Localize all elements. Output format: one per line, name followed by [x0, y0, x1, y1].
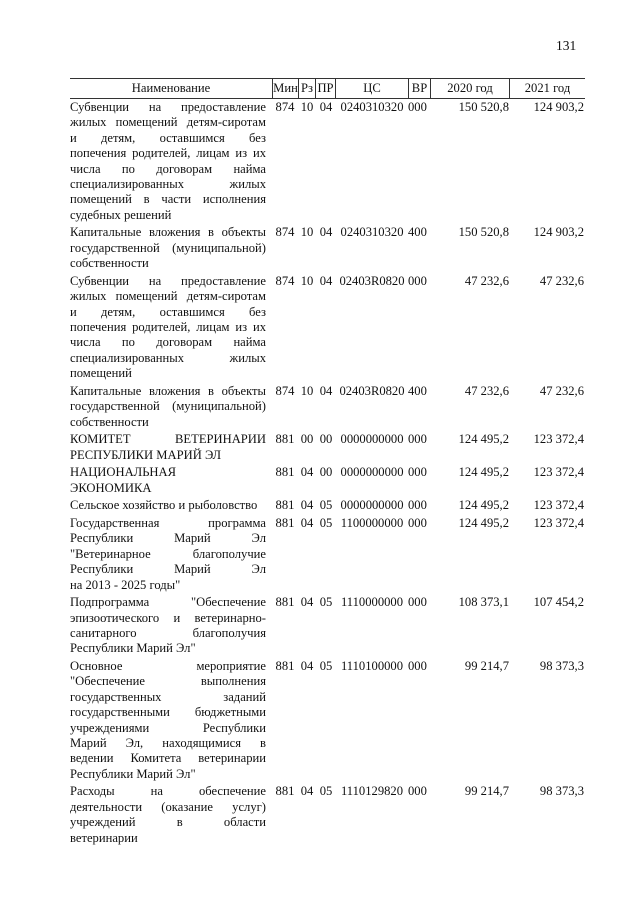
- row-cs: 1110100000: [340, 658, 404, 673]
- row-cs: 0240310320: [340, 225, 404, 240]
- header-min: Мин: [273, 79, 299, 98]
- table-row: [70, 432, 585, 463]
- table-row: [70, 784, 585, 846]
- row-pr: 04: [319, 273, 333, 288]
- row-name-line: "Ветеринарное благополучие: [70, 546, 266, 561]
- row-pr: 00: [319, 465, 333, 480]
- row-2021: 124 903,2: [533, 100, 584, 114]
- row-name-line: собственности: [70, 414, 149, 429]
- row-name-line: НАЦИОНАЛЬНАЯ: [70, 465, 177, 480]
- row-name-line: государственной (муниципальной): [70, 240, 266, 255]
- header-pr: ПР: [316, 79, 336, 98]
- row-vr: 000: [408, 515, 427, 530]
- row-min: 881: [275, 784, 295, 799]
- row-name-line: ведении Комитета ветеринарии: [70, 751, 266, 766]
- row-2020: 150 520,8: [458, 225, 509, 240]
- row-name: [70, 498, 266, 513]
- row-pr: 05: [319, 784, 333, 799]
- table-row: [70, 225, 585, 271]
- row-cs: 0000000000: [340, 432, 404, 447]
- row-rz: 00: [300, 432, 314, 447]
- row-name-line: специализированных жилых: [70, 177, 266, 192]
- row-cs: 02403R0820: [339, 383, 405, 398]
- row-name-line: Марий Эл, находящимися в: [70, 735, 266, 750]
- row-pr: 04: [319, 383, 333, 398]
- row-2020: 108 373,1: [458, 595, 509, 610]
- row-2020: 47 232,6: [464, 383, 509, 398]
- row-rz: 10: [300, 383, 314, 398]
- row-name: [70, 465, 266, 496]
- table-row: [70, 595, 585, 657]
- row-2021: 123 372,4: [533, 432, 584, 447]
- page-number: 131: [556, 38, 577, 53]
- row-name-line: Государственная программа: [70, 515, 266, 530]
- row-2020: 124 495,2: [458, 515, 509, 530]
- row-2021: 98 373,3: [539, 658, 584, 673]
- row-rz: 10: [300, 273, 314, 288]
- row-min: 874: [275, 225, 295, 240]
- row-pr: 04: [319, 225, 333, 240]
- row-name: [70, 432, 266, 463]
- row-name-line: попечения родителей, лицам из их: [70, 146, 266, 161]
- table-row: [70, 516, 585, 593]
- row-2021: 98 373,3: [539, 784, 584, 799]
- table-row: [70, 384, 585, 430]
- header-vr: ВР: [409, 79, 431, 98]
- row-vr: 000: [408, 465, 427, 480]
- row-cs: 0240310320: [340, 100, 404, 114]
- row-min: 874: [275, 273, 295, 288]
- row-name-line: числа по договорам найма: [70, 335, 266, 350]
- row-name-line: Расходы на обеспечение: [70, 784, 266, 799]
- row-name-line: Капитальные вложения в объекты: [70, 383, 266, 398]
- row-min: 874: [275, 100, 295, 114]
- row-vr: 000: [408, 498, 427, 513]
- row-name: [70, 784, 266, 846]
- row-name-line: специализированных жилых: [70, 350, 266, 365]
- row-vr: 000: [408, 595, 427, 610]
- row-2021: 123 372,4: [533, 465, 584, 480]
- row-pr: 05: [319, 498, 333, 513]
- header-cs: ЦС: [336, 79, 409, 98]
- row-name: [70, 100, 266, 223]
- row-name-line: деятельности (оказание услуг): [70, 799, 266, 814]
- row-pr: 05: [319, 658, 333, 673]
- row-2020: 47 232,6: [464, 273, 509, 288]
- row-cs: 1100000000: [340, 515, 404, 530]
- row-vr: 400: [408, 383, 427, 398]
- row-name-line: РЕСПУБЛИКИ МАРИЙ ЭЛ: [70, 447, 222, 462]
- row-name-line: государственными бюджетными: [70, 705, 266, 720]
- row-min: 874: [275, 383, 295, 398]
- row-name: [70, 659, 266, 782]
- row-name-line: Субвенции на предоставление: [70, 273, 266, 288]
- row-min: 881: [275, 658, 295, 673]
- row-cs: 0000000000: [340, 465, 404, 480]
- row-rz: 04: [300, 465, 314, 480]
- row-name-line: Субвенции на предоставление: [70, 100, 266, 114]
- row-name-line: учреждениями Республики: [70, 720, 266, 735]
- row-name-line: и детям, оставшимся без: [70, 304, 266, 319]
- row-vr: 000: [408, 100, 427, 114]
- row-name-line: ЭКОНОМИКА: [70, 480, 152, 495]
- row-2020: 124 495,2: [458, 465, 509, 480]
- row-2020: 124 495,2: [458, 498, 509, 513]
- row-rz: 04: [300, 784, 314, 799]
- row-name-line: числа по договорам найма: [70, 161, 266, 176]
- row-name-line: собственности: [70, 256, 149, 271]
- row-rz: 10: [300, 225, 314, 240]
- row-name-line: Капитальные вложения в объекты: [70, 225, 266, 240]
- row-name-line: помещений: [70, 366, 132, 381]
- row-name-line: государственных заданий: [70, 689, 266, 704]
- row-name-line: Республики Марий Эл: [70, 562, 266, 577]
- row-pr: 00: [319, 432, 333, 447]
- row-name-line: помещений в части исполнения: [70, 192, 266, 207]
- row-name-line: государственной (муниципальной): [70, 399, 266, 414]
- row-name-line: Основное мероприятие: [70, 658, 266, 673]
- row-name-line: ветеринарии: [70, 830, 138, 845]
- row-name-line: жилых помещений детям-сиротам: [70, 115, 266, 130]
- row-min: 881: [275, 498, 295, 513]
- row-cs: 1110129820: [340, 784, 404, 799]
- table-header: [70, 78, 585, 99]
- row-name-line: судебных решений: [70, 207, 172, 222]
- row-rz: 04: [300, 595, 314, 610]
- row-cs: 1110000000: [340, 595, 404, 610]
- row-vr: 000: [408, 658, 427, 673]
- row-name-line: и детям, оставшимся без: [70, 130, 266, 145]
- table-row: [70, 274, 585, 382]
- header-2020: 2020 год: [431, 79, 510, 98]
- row-min: 881: [275, 515, 295, 530]
- row-2020: 124 495,2: [458, 432, 509, 447]
- row-pr: 05: [319, 515, 333, 530]
- row-name-line: Республики Марий Эл: [70, 531, 266, 546]
- table-body: [70, 100, 585, 848]
- table-row: [70, 659, 585, 782]
- row-name-line: эпизоотического и ветеринарно-: [70, 610, 266, 625]
- row-vr: 000: [408, 273, 427, 288]
- row-name-line: попечения родителей, лицам из их: [70, 320, 266, 335]
- row-cs: 0000000000: [340, 498, 404, 513]
- row-name: [70, 595, 266, 657]
- row-2021: 107 454,2: [533, 595, 584, 610]
- row-name-line: "Обеспечение выполнения: [70, 674, 266, 689]
- row-2021: 47 232,6: [539, 383, 584, 398]
- row-rz: 04: [300, 498, 314, 513]
- row-2021: 123 372,4: [533, 498, 584, 513]
- row-name: [70, 516, 266, 593]
- row-name: [70, 274, 266, 382]
- header-rz: Рз: [299, 79, 316, 98]
- row-rz: 10: [300, 100, 314, 114]
- row-min: 881: [275, 432, 295, 447]
- row-name-line: Республики Марий Эл": [70, 641, 196, 656]
- row-name: [70, 225, 266, 271]
- row-2021: 124 903,2: [533, 225, 584, 240]
- row-name-line: санитарного благополучия: [70, 625, 266, 640]
- header-name: Наименование: [70, 79, 273, 98]
- row-vr: 000: [408, 432, 427, 447]
- row-pr: 04: [319, 100, 333, 114]
- row-2020: 99 214,7: [464, 784, 509, 799]
- row-name-line: на 2013 - 2025 годы": [70, 577, 181, 592]
- row-name-line: Республики Марий Эл": [70, 766, 196, 781]
- row-min: 881: [275, 595, 295, 610]
- row-min: 881: [275, 465, 295, 480]
- row-name-line: Подпрограмма "Обеспечение: [70, 595, 266, 610]
- row-vr: 400: [408, 225, 427, 240]
- row-rz: 04: [300, 515, 314, 530]
- row-vr: 000: [408, 784, 427, 799]
- row-2021: 123 372,4: [533, 515, 584, 530]
- table-row: [70, 498, 585, 513]
- row-name-line: учреждений в области: [70, 815, 266, 830]
- row-pr: 05: [319, 595, 333, 610]
- row-name-line: Сельское хозяйство и рыболовство: [70, 498, 258, 513]
- row-2020: 99 214,7: [464, 658, 509, 673]
- header-2021: 2021 год: [524, 81, 571, 95]
- row-name: [70, 384, 266, 430]
- table-row: [70, 465, 585, 496]
- table-row: [70, 100, 585, 223]
- row-2020: 150 520,8: [458, 100, 509, 114]
- row-cs: 02403R0820: [339, 273, 405, 288]
- row-name-line: КОМИТЕТ ВЕТЕРИНАРИИ: [70, 432, 266, 447]
- row-2021: 47 232,6: [539, 273, 584, 288]
- row-name-line: жилых помещений детям-сиротам: [70, 289, 266, 304]
- row-rz: 04: [300, 658, 314, 673]
